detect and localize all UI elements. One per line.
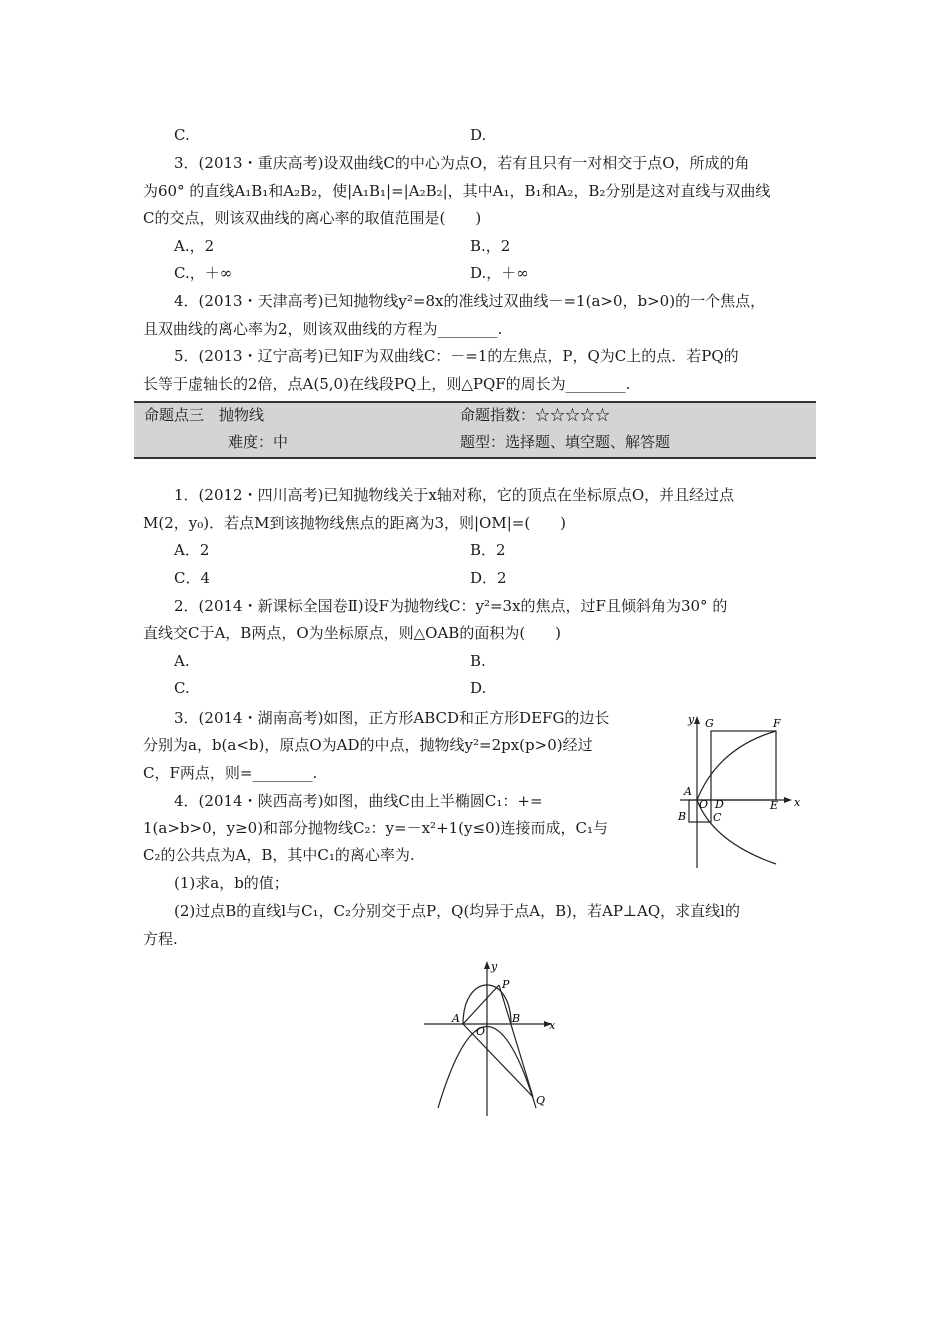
banner-question-type: 题型：选择题、填空题、解答题 [460,433,671,451]
problem-2-line2: 直线交C于A，B两点，O为坐标原点，则△OAB的面积为( ) [143,624,562,642]
question-3-line3: C的交点，则该双曲线的离心率的取值范围是( ) [143,209,482,227]
problem-1-option-c: C．4 [174,569,211,587]
problem-4-sub2-line2: 方程. [143,930,178,948]
option-d: D. [470,126,487,144]
fig1-label-x: x [794,796,801,809]
problem-3-line2: 分别为a，b(a<b)，原点O为AD的中点，抛物线y²=2px(p>0)经过 [143,736,593,754]
problem-4-line2: 1(a>b>0，y≥0)和部分抛物线C₂：y=－x²+1(y≤0)连接而成，C₁与 [143,819,608,837]
question-3-option-a: A.，2 [174,237,215,255]
problem-4-line1: 4．(2014・陕西高考)如图，曲线C由上半椭圆C₁：+= [174,792,543,810]
problem-3-line1: 3．(2014・湖南高考)如图，正方形ABCD和正方形DEFG的边长 [174,709,610,727]
fig2-label-o: O [476,1025,486,1038]
question-3-option-d: D.，＋∞ [470,264,529,282]
question-5-line1: 5．(2013・辽宁高考)已知F为双曲线C：－=1的左焦点，P，Q为C上的点．若PQ的 [174,347,739,365]
problem-1-option-d: D．2 [470,569,507,587]
problem-2-option-b: B. [470,652,486,670]
fig2-label-y: y [491,960,498,973]
problem-2-option-c: C. [174,679,190,697]
line-l [499,985,533,1097]
problem-2-option-a: A. [174,652,190,670]
figure-squares-parabola [670,708,820,878]
problem-4-sub2-line1: (2)过点B的直线l与C₁，C₂分别交于点P，Q(均异于点A，B)，若AP⊥AQ，求直线l的 [174,902,740,920]
fig2-label-a: A [452,1012,460,1025]
banner-difficulty: 难度：中 [228,433,289,451]
question-3-line2: 为60° 的直线A₁B₁和A₂B₂，使|A₁B₁|=|A₂B₂|，其中A₁，B₁和A₂，B₂分别是这对直线与双曲线 [143,182,771,200]
line-ap [463,985,499,1024]
question-5-line2: 长等于虚轴长的2倍，点A(5,0)在线段PQ上，则△PQF的周长为________. [143,375,631,393]
fig1-label-g: G [705,717,714,730]
banner-topic: 命题点三 抛物线 [144,406,265,424]
problem-3-line3: C，F两点，则=________. [143,764,318,782]
fig1-label-b: B [678,810,687,823]
fig1-label-o: O [699,798,709,811]
parabola-curve [697,731,779,864]
problem-1-option-b: B．2 [470,541,506,559]
x-axis-arrow [784,797,792,803]
question-4-line1: 4．(2013・天津高考)已知抛物线y²=8x的准线过双曲线－=1(a>0，b>0)的一个焦点， [174,292,766,310]
square-defg [711,731,776,800]
problem-1-line1: 1．(2012・四川高考)已知抛物线关于x轴对称，它的顶点在坐标原点O，并且经过点 [174,486,735,504]
question-3-line1: 3．(2013・重庆高考)设双曲线C的中心为点O，若有且只有一对相交于点O，所成的角 [174,154,750,172]
fig2-label-q: Q [536,1094,546,1107]
fig1-label-a: A [684,785,692,798]
figure-ellipse-parabola [415,955,565,1120]
fig1-label-f: F [773,717,781,730]
problem-4-sub1: (1)求a，b的值； [174,874,289,892]
problem-1-line2: M(2，y₀)．若点M到该抛物线焦点的距离为3，则|OM|=( ) [143,514,567,532]
topic-banner [134,401,816,459]
question-4-line2: 且双曲线的离心率为2，则该双曲线的方程为________. [143,320,503,338]
fig1-label-y: y [688,713,695,726]
fig2-label-x: x [549,1019,556,1032]
y-axis-arrow [694,716,700,724]
problem-1-option-a: A．2 [174,541,210,559]
fig2-label-p: P [502,978,510,991]
problem-2-option-d: D. [470,679,487,697]
banner-index: 命题指数：☆☆☆☆☆ [460,406,611,424]
y-axis-arrow [484,961,490,969]
option-c: C. [174,126,190,144]
question-3-option-b: B.，2 [470,237,511,255]
fig2-label-b: B [512,1012,521,1025]
problem-4-line3: C₂的公共点为A，B，其中C₁的离心率为. [143,846,415,864]
question-3-option-c: C.，＋∞ [174,264,233,282]
fig1-label-c: C [713,811,722,824]
fig1-label-d: D [715,798,724,811]
fig1-label-e: E [770,799,779,812]
problem-2-line1: 2．(2014・新课标全国卷Ⅱ)设F为抛物线C：y²=3x的焦点，过F且倾斜角为30° 的 [174,597,728,615]
